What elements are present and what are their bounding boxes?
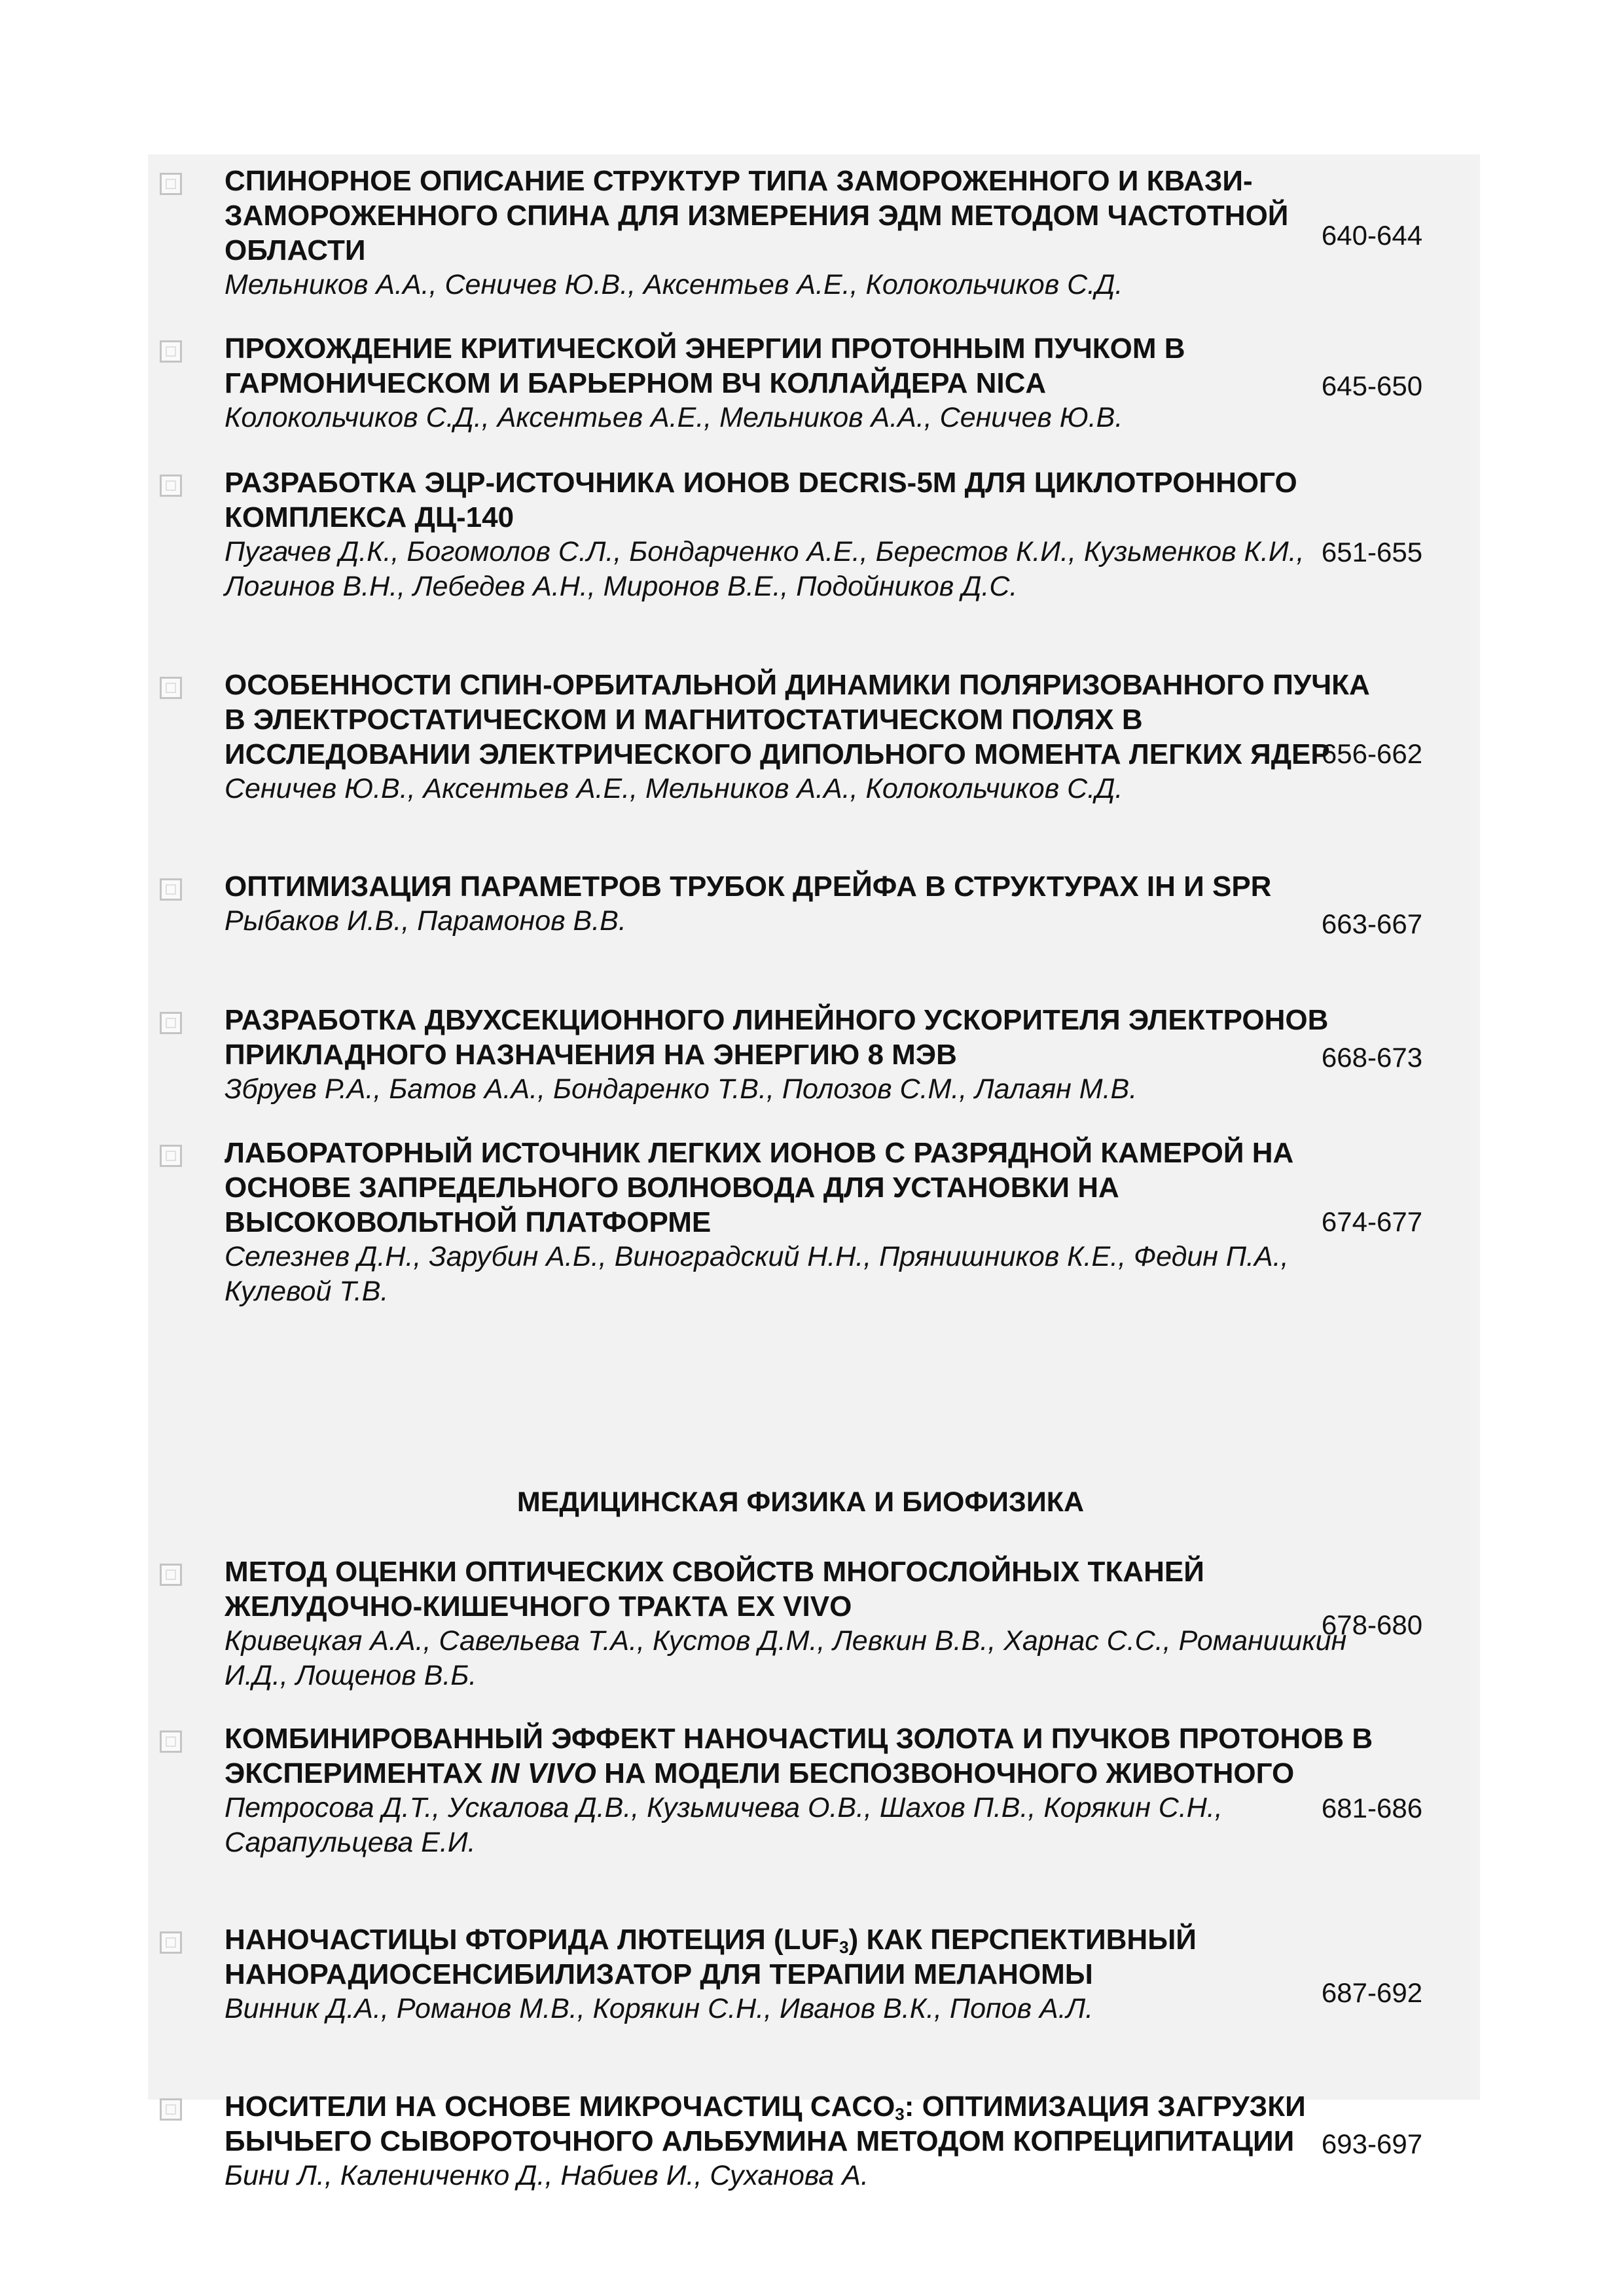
article-authors: Петросова Д.Т., Ускалова Д.В., Кузьмичева О.В., Шахов П.В., Корякин С.Н., Сарапульцева Е.И.	[225, 1792, 1223, 1858]
title-subscript: 3	[895, 2104, 905, 2124]
article-title[interactable]: ОСОБЕННОСТИ СПИН-ОРБИТАЛЬНОЙ ДИНАМИКИ ПОЛЯРИЗОВАННОГО ПУЧКА В ЭЛЕКТРОСТАТИЧЕСКОМ И МАГНИТОСТАТИЧЕСКОМ ПОЛЯХ В ИССЛЕДОВАНИИ ЭЛЕКТРИЧЕСКОГО ДИПОЛЬНОГО МОМЕНТА ЛЕГКИХ ЯДЕР	[225, 669, 1370, 770]
entry-text	[225, 1003, 1377, 1107]
select-checkbox[interactable]	[160, 1012, 182, 1034]
article-title[interactable]: ПРОХОЖДЕНИЕ КРИТИЧЕСКОЙ ЭНЕРГИИ ПРОТОННЫМ ПУЧКОМ В ГАРМОНИЧЕСКОМ И БАРЬЕРНОМ ВЧ КОЛЛАЙДЕРА NICA	[225, 332, 1185, 399]
article-authors: Мельников А.А., Сеничев Ю.В., Аксентьев А.Е., Колокольчиков С.Д.	[225, 269, 1123, 300]
page-range: 645-650	[1321, 370, 1423, 401]
title-text: ) КАК ПЕРСПЕКТИВНЫЙ НАНОРАДИОСЕНСИБИЛИЗАТОР ДЛЯ ТЕРАПИИ МЕЛАНОМЫ	[225, 1924, 1197, 1990]
title-subscript: 3	[839, 1937, 849, 1957]
page-range: 674-677	[1321, 1206, 1423, 1237]
article-authors: Кривецкая А.А., Савельева Т.А., Кустов Д.М., Левкин В.В., Харнас С.С., Романишкин И.Д., Лощенов В.Б.	[225, 1625, 1347, 1691]
page-range: 687-692	[1321, 1977, 1423, 2008]
select-checkbox[interactable]	[160, 2098, 182, 2121]
select-checkbox[interactable]	[160, 1564, 182, 1586]
article-title[interactable]	[225, 1922, 1377, 1992]
entry-text	[225, 1922, 1377, 2026]
article-title[interactable]: СПИНОРНОЕ ОПИСАНИЕ СТРУКТУР ТИПА ЗАМОРОЖЕННОГО И КВАЗИ-ЗАМОРОЖЕННОГО СПИНА ДЛЯ ИЗМЕРЕНИЯ ЭДМ МЕТОДОМ ЧАСТОТНОЙ ОБЛАСТИ	[225, 165, 1289, 266]
select-checkbox[interactable]	[160, 1731, 182, 1753]
article-title[interactable]: РАЗРАБОТКА ДВУХСЕКЦИОННОГО ЛИНЕЙНОГО УСКОРИТЕЛЯ ЭЛЕКТРОНОВ ПРИКЛАДНОГО НАЗНАЧЕНИЯ НА ЭНЕРГИЮ 8 МЭВ	[225, 1004, 1329, 1071]
select-checkbox[interactable]	[160, 878, 182, 901]
article-authors: Рыбаков И.В., Парамонов В.В.	[225, 905, 626, 937]
article-title[interactable]: ЛАБОРАТОРНЫЙ ИСТОЧНИК ЛЕГКИХ ИОНОВ С РАЗРЯДНОЙ КАМЕРОЙ НА ОСНОВЕ ЗАПРЕДЕЛЬНОГО ВОЛНОВОДА ДЛЯ УСТАНОВКИ НА ВЫСОКОВОЛЬТНОЙ ПЛАТФОРМЕ	[225, 1137, 1294, 1238]
select-checkbox[interactable]	[160, 340, 182, 363]
title-text: : ОПТИМИЗАЦИЯ ЗАГРУЗКИ БЫЧЬЕГО СЫВОРОТОЧНОГО АЛЬБУМИНА МЕТОДОМ КОПРЕЦИПИТАЦИИ	[225, 2090, 1306, 2157]
page-range: 678-680	[1321, 1609, 1423, 1640]
title-text: КОМБИНИРОВАННЫЙ ЭФФЕКТ НАНОЧАСТИЦ ЗОЛОТА И ПУЧКОВ ПРОТОНОВ В ЭКСПЕРИМЕНТАХ	[225, 1723, 1373, 1789]
select-checkbox[interactable]	[160, 677, 182, 699]
article-title[interactable]: МЕТОД ОЦЕНКИ ОПТИЧЕСКИХ СВОЙСТВ МНОГОСЛОЙНЫХ ТКАНЕЙ ЖЕЛУДОЧНО-КИШЕЧНОГО ТРАКТА EX VIVO	[225, 1556, 1204, 1623]
article-title[interactable]: ОПТИМИЗАЦИЯ ПАРАМЕТРОВ ТРУБОК ДРЕЙФА В СТРУКТУРАХ IH И SPR	[225, 870, 1272, 903]
page-range: 663-667	[1321, 908, 1423, 939]
entry-text	[225, 1554, 1377, 1693]
entry-text	[225, 164, 1377, 302]
title-text: НА МОДЕЛИ БЕСПОЗВОНОЧНОГО ЖИВОТНОГО	[596, 1757, 1295, 1789]
page-range: 656-662	[1321, 738, 1423, 769]
entry-text	[225, 668, 1377, 806]
page-range: 668-673	[1321, 1042, 1423, 1073]
title-italic-text: IN VIVO	[490, 1757, 596, 1789]
entry-text	[225, 1136, 1377, 1309]
select-checkbox[interactable]	[160, 1145, 182, 1167]
article-authors: Пугачев Д.К., Богомолов С.Л., Бондарченко А.Е., Берестов К.И., Кузьменков К.И., Логинов В.Н., Лебедев А.Н., Миронов В.Е., Подойников Д.С.	[225, 536, 1305, 602]
select-checkbox[interactable]	[160, 1931, 182, 1954]
article-authors: Збруев Р.А., Батов А.А., Бондаренко Т.В., Полозов С.М., Лалаян М.В.	[225, 1073, 1138, 1105]
page-range: 651-655	[1321, 537, 1423, 567]
article-title[interactable]: РАЗРАБОТКА ЭЦР-ИСТОЧНИКА ИОНОВ DECRIS-5М ДЛЯ ЦИКЛОТРОННОГО КОМПЛЕКСА ДЦ-140	[225, 467, 1297, 533]
entry-text	[225, 465, 1377, 604]
article-title[interactable]	[225, 1721, 1377, 1791]
title-text: НАНОЧАСТИЦЫ ФТОРИДА ЛЮТЕЦИЯ (LUF	[225, 1924, 840, 1956]
article-authors: Винник Д.А., Романов М.В., Корякин С.Н., Иванов В.К., Попов А.Л.	[225, 1993, 1094, 2024]
entry-text	[225, 1721, 1377, 1860]
section-heading: МЕДИЦИНСКАЯ ФИЗИКА И БИОФИЗИКА	[516, 1486, 1085, 1518]
page-range: 640-644	[1321, 220, 1423, 251]
article-authors: Селезнев Д.Н., Зарубин А.Б., Виноградский Н.Н., Прянишников К.Е., Федин П.А., Кулевой Т.В.	[225, 1241, 1289, 1307]
article-authors: Сеничев Ю.В., Аксентьев А.Е., Мельников А.А., Колокольчиков С.Д.	[225, 773, 1123, 804]
entry-text	[225, 331, 1377, 435]
entry-text	[225, 2089, 1377, 2193]
page-range: 681-686	[1321, 1793, 1423, 1823]
select-checkbox[interactable]	[160, 173, 182, 195]
article-authors: Бини Л., Калениченко Д., Набиев И., Суханова А.	[225, 2160, 869, 2191]
article-authors: Колокольчиков С.Д., Аксентьев А.Е., Мельников А.А., Сеничев Ю.В.	[225, 402, 1123, 433]
article-title[interactable]	[225, 2089, 1377, 2159]
select-checkbox[interactable]	[160, 475, 182, 497]
contents-panel	[148, 154, 1480, 2191]
title-text: НОСИТЕЛИ НА ОСНОВЕ МИКРОЧАСТИЦ CACO	[225, 2090, 895, 2123]
entry-text	[225, 869, 1377, 939]
page-range: 693-697	[1321, 2128, 1423, 2159]
